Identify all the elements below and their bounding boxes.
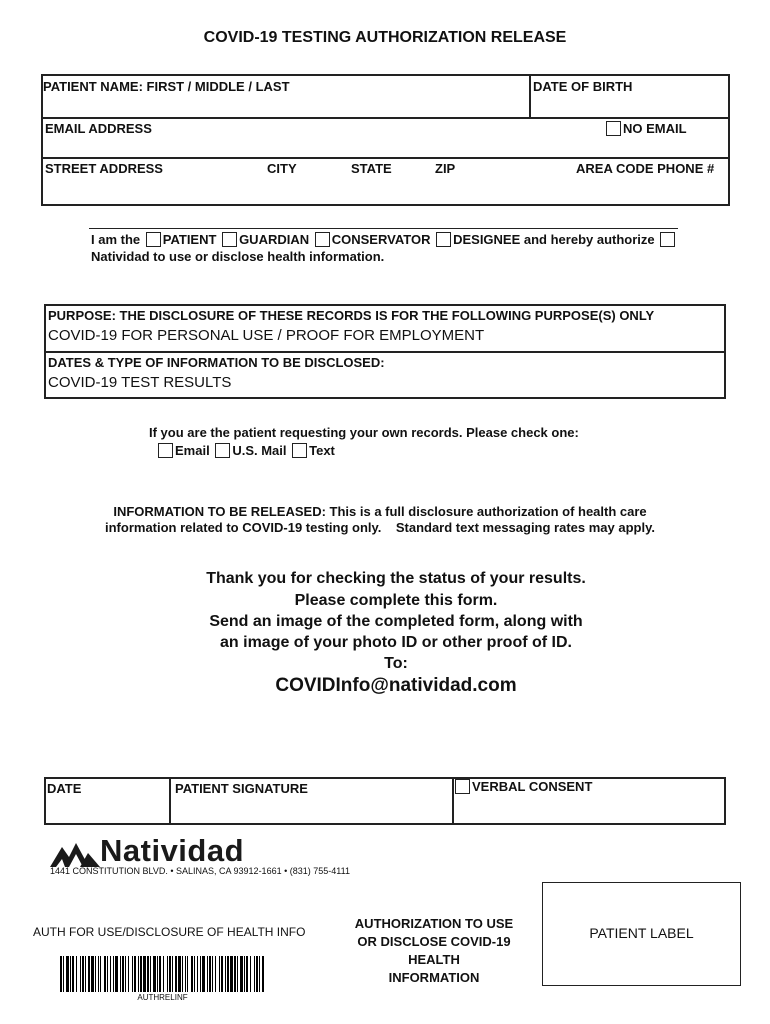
mail-delivery-checkbox[interactable] xyxy=(215,443,230,458)
form-description: AUTH FOR USE/DISCLOSURE OF HEALTH INFO xyxy=(33,925,306,939)
designee-checkbox[interactable] xyxy=(436,232,451,247)
patient-signature-field[interactable]: PATIENT SIGNATURE xyxy=(175,781,308,796)
barcode-text: AUTHRELINF xyxy=(137,993,188,1002)
auth-title-line-4: INFORMATION xyxy=(388,970,480,985)
thanks-line-5: To: xyxy=(384,655,408,672)
patient-label-text: PATIENT LABEL xyxy=(589,925,694,941)
thanks-line-2: Please complete this form. xyxy=(294,592,498,609)
page-title: COVID-19 TESTING AUTHORIZATION RELEASE xyxy=(203,29,567,46)
guardian-checkbox[interactable] xyxy=(222,232,237,247)
mountain-logo-icon xyxy=(50,839,100,867)
verbal-consent-checkbox[interactable] xyxy=(455,779,470,794)
hospital-address: 1441 CONSTITUTION BLVD. • SALINAS, CA 93912-1661 • (831) 755-4111 xyxy=(50,866,350,876)
dates-type-value[interactable]: COVID-19 TEST RESULTS xyxy=(48,374,232,391)
auth-title-line-3: HEALTH xyxy=(408,952,460,967)
delivery-options: Email U.S. Mail Text xyxy=(156,443,335,458)
dates-type-label: DATES & TYPE OF INFORMATION TO BE DISCLOSED: xyxy=(48,355,385,370)
text-delivery-checkbox[interactable] xyxy=(292,443,307,458)
state-field[interactable]: STATE xyxy=(351,161,392,176)
conservator-checkbox[interactable] xyxy=(315,232,330,247)
info-release-line-2: information related to COVID-19 testing only. Standard text messaging rates may apply. xyxy=(105,520,655,535)
signature-box xyxy=(44,777,726,825)
delivery-prompt: If you are the patient requesting your own records. Please check one: xyxy=(149,425,579,440)
auth-title-line-1: AUTHORIZATION TO USE xyxy=(354,916,514,931)
thanks-line-1: Thank you for checking the status of your results. xyxy=(206,570,586,587)
verbal-consent-option[interactable]: VERBAL CONSENT xyxy=(453,779,592,794)
thanks-line-3: Send an image of the completed form, along with xyxy=(209,613,583,630)
date-of-birth-field[interactable]: DATE OF BIRTH xyxy=(533,79,633,94)
authorize-checkbox[interactable] xyxy=(660,232,675,247)
thanks-line-4: an image of your photo ID or other proof of ID. xyxy=(220,634,572,651)
authorization-relationship: I am the PATIENT GUARDIAN CONSERVATOR DESIGNEE and hereby authorize xyxy=(91,232,677,247)
street-address-field[interactable]: STREET ADDRESS xyxy=(45,161,163,176)
patient-checkbox[interactable] xyxy=(146,232,161,247)
patient-name-field[interactable]: PATIENT NAME: FIRST / MIDDLE / LAST xyxy=(43,79,290,94)
phone-field[interactable]: AREA CODE PHONE # xyxy=(576,161,715,176)
barcode-icon xyxy=(60,956,265,992)
date-field[interactable]: DATE xyxy=(47,781,82,796)
zip-field[interactable]: ZIP xyxy=(435,161,456,176)
contact-email-link[interactable]: COVIDInfo@natividad.com xyxy=(275,675,517,696)
auth-title-line-2: OR DISCLOSE COVID-19 xyxy=(357,934,511,949)
info-release-line-1: INFORMATION TO BE RELEASED: This is a full disclosure authorization of health care xyxy=(113,504,647,519)
email-delivery-checkbox[interactable] xyxy=(158,443,173,458)
no-email-option[interactable]: NO EMAIL xyxy=(604,121,687,136)
no-email-checkbox[interactable] xyxy=(606,121,621,136)
email-address-field[interactable]: EMAIL ADDRESS xyxy=(45,121,152,136)
purpose-label: PURPOSE: THE DISCLOSURE OF THESE RECORDS IS FOR THE FOLLOWING PURPOSE(S) ONLY xyxy=(48,308,655,323)
authorization-line-2: Natividad to use or disclose health information. xyxy=(91,249,385,264)
logo-wordmark: Natividad xyxy=(100,833,245,868)
city-field[interactable]: CITY xyxy=(267,161,297,176)
purpose-value[interactable]: COVID-19 FOR PERSONAL USE / PROOF FOR EMPLOYMENT xyxy=(48,327,485,344)
